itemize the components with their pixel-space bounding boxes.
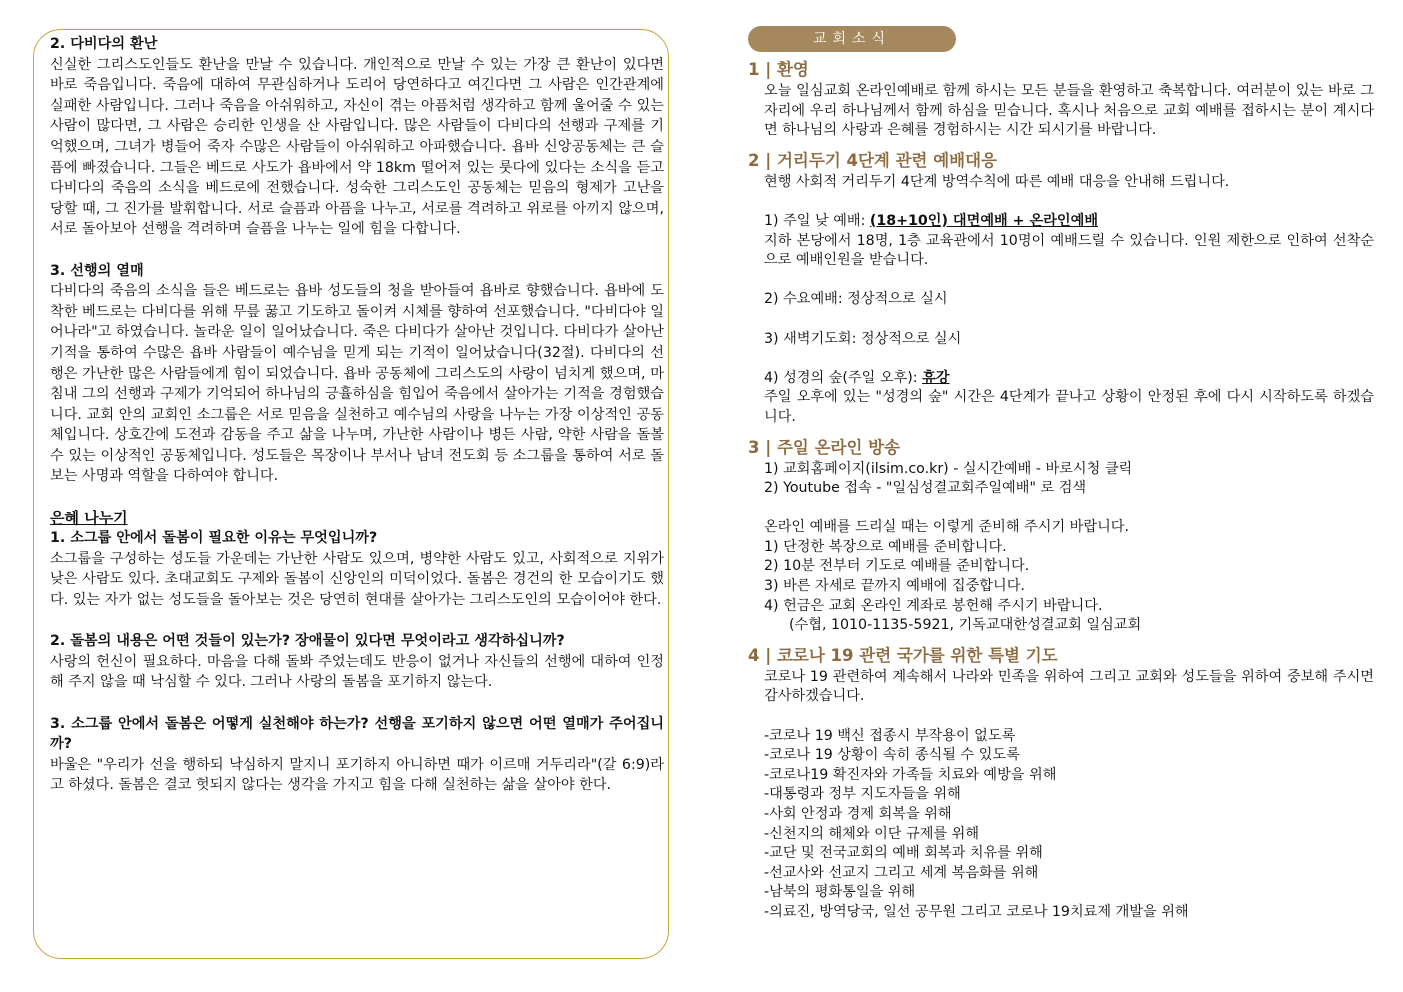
news-body: 오늘 일심교회 온라인예배로 함께 하시는 모든 분들을 환영하고 축복합니다. 여러분이 있는 바로 그 자리에 우리 하나님께서 함께 하심을 믿습니다. 혹시나 처음으로 교회 예배를 접하시는 분이 계시다면 하나님의 사랑과 은혜를 경험하시는 시간 되시기를 바랍니다. (764, 83, 1374, 139)
service-item (764, 212, 1374, 232)
news-title-prayer: 4 | 코로나 19 관련 국가를 위한 특별 기도 (748, 645, 1058, 665)
news-body: 현행 사회적 거리두기 4단계 방역수칙에 따른 예배 대응을 안내해 드립니다. (764, 173, 1230, 190)
prayer-item: -사회 안정과 경제 회복을 위해 (764, 806, 952, 822)
service-item: 3) 새벽기도회: 정상적으로 실시 (764, 330, 962, 347)
prayer-item: -신천지의 해체와 이단 규제를 위해 (764, 825, 980, 842)
sermon-column (50, 34, 664, 796)
section-body: 다비다의 죽음의 소식을 들은 베드로는 욥바 성도들의 청을 받아들여 욥바로 향했습니다. 욥바에 도착한 베드로는 다비다를 위해 무릎 꿇고 기도하고 돌이켜 시체를 향하여 선포했습니다. "다비다야 일어나라"고 하였습니다. 놀라운 일이 일어났습니다. 죽은 다비다가 살아난 것입니다. 다비다가 살아난 기적을 통하여 수많은 욥바 사람들이 예수님을 믿게 되는 기적이 일어났습니다(32절). 다비다의 선행은 가난한 많은 사람들에게 힘이 되었습니다. 욥바 공동체에 그리스도의 사랑이 넘치게 했으며, 마침내 그의 선행과 구제가 기억되어 하나님의 긍휼하심을 힘입어 죽음에서 살아가는 기적을 경험했습니다. 교회 안의 교회인 소그룹은 서로 믿음을 실천하고 예수님의 사랑을 나누는 가장 이상적인 공동체입니다. 상호간에 도전과 감동을 주고 삶을 나누며, 가난한 사람이나 병든 사람, 약한 사람을 돌볼 수 있는 이상적인 공동체입니다. 성도들은 목장이나 부서나 남녀 전도회 등 소그룹을 통하여 서로 돌보는 사명과 역할을 다하여야 합니다. (50, 283, 664, 485)
news-title-online: 3 | 주일 온라인 방송 (748, 437, 901, 457)
section-title: 2. 다비다의 환난 (50, 36, 158, 52)
news-column (748, 26, 1374, 923)
question-answer: 사랑의 헌신이 필요하다. 마음을 다해 돌봐 주었는데도 반응이 없거나 자신들의 선행에 대하여 인정해 주지 않을 때 낙심할 수 있다. 그러나 사랑의 돌봄을 포기하지 않는다. (50, 653, 664, 691)
news-body: 주일 오후에 있는 "성경의 숲" 시간은 4단계가 끝나고 상황이 안정된 후에 다시 시작하도록 하겠습니다. (764, 389, 1374, 425)
list-item: 1) 교회홈페이지(ilsim.co.kr) - 실시간예배 - 바로시청 클릭 (764, 460, 1133, 477)
question-answer: 소그룹을 구성하는 성도들 가운데는 가난한 사람도 있으며, 병약한 사람도 있고, 사회적으로 지위가 낮은 사람도 있다. 초대교회도 구제와 돌봄이 신앙인의 미덕이었다. 돌봄은 경건의 한 모습이기도 했다. 있는 자가 없는 성도들을 돌아보는 것은 당연히 현대를 살아가는 그리스도인의 모습이어야 한다. (50, 550, 664, 609)
service-value: 휴강 (922, 369, 950, 386)
news-title-welcome: 1 | 환영 (748, 60, 809, 79)
list-item: 4) 헌금은 교회 온라인 계좌로 봉헌해 주시기 바랍니다. (764, 597, 1103, 614)
prayer-item: -코로나 19 상황이 속히 종식될 수 있도록 (764, 747, 1020, 764)
question-title: 2. 돌봄의 내용은 어떤 것들이 있는가? 장애물이 있다면 무엇이라고 생각하십니까? (50, 633, 565, 650)
prayer-item: -코로나19 확진자와 가족들 치료와 예방을 위해 (764, 766, 1057, 783)
bank-account: (수협, 1010-1135-5921, 기독교대한성결교회 일심교회 (789, 617, 1142, 634)
news-title-distancing: 2 | 거리두기 4단계 관련 예배대응 (748, 150, 997, 170)
service-item (764, 369, 1374, 389)
share-title: 은혜 나누기 (50, 508, 128, 527)
service-label: 4) 성경의 숲(주일 오후): (764, 369, 923, 386)
news-body: 온라인 예배를 드리실 때는 이렇게 준비해 주시기 바랍니다. (764, 519, 1130, 536)
question-answer: 바울은 "우리가 선을 행하되 낙심하지 말지니 포기하지 아니하면 때가 이르매 거두리라"(갈 6:9)라고 하셨다. 돌봄은 결코 헛되지 않다는 생각을 가지고 힘을 다해 실천하는 삶을 살아야 한다. (50, 756, 664, 794)
list-item: 2) Youtube 접속 - "일심성결교회주일예배" 로 검색 (764, 480, 1087, 497)
news-banner: 교회소식 (748, 26, 956, 52)
list-item: 1) 단정한 복장으로 예배를 준비합니다. (764, 538, 1007, 555)
question-title: 3. 소그룹 안에서 돌봄은 어떻게 실천해야 하는가? 선행을 포기하지 않으면 어떤 열매가 주어집니까? (50, 715, 664, 753)
section-body: 신실한 그리스도인들도 환난을 만날 수 있습니다. 개인적으로 만날 수 있는 가장 큰 환난이 있다면 바로 죽음입니다. 죽음에 대하여 무관심하거나 도리어 당연하다고 여긴다면 그 사람은 인간관계에 실패한 사람입니다. 그러나 죽음을 아쉬워하고, 자신이 겪는 아픔처럼 생각하고 함께 울어줄 수 있는 사람이 많다면, 그 사람은 승리한 인생을 산 사람입니다. 많은 사람들이 다비다의 선행과 구제를 기억했으며, 그녀가 병들어 죽자 수많은 사람들이 아쉬워하고 아파했습니다. 욥바 신앙공동체는 큰 슬픔에 빠졌습니다. 그들은 베드로 사도가 욥바에서 약 18km 떨어져 있는 룻다에 있다는 소식을 듣고 다비다의 죽음의 소식을 베드로에 전했습니다. 성숙한 그리스도인 공동체는 믿음의 형제가 고난을 당할 때, 그 진가를 발휘합니다. 서로 슬픔과 아픔을 나누고, 서로를 격려하고 위로를 아끼지 않으며, 서로 돌아보아 선행을 격려하며 슬픔을 나누는 일에 힘을 다합니다. (50, 56, 664, 238)
prayer-item: -의료진, 방역당국, 일선 공무원 그리고 코로나 19치료제 개발을 위해 (764, 903, 1189, 920)
prayer-item: -코로나 19 백신 접종시 부작용이 없도록 (764, 727, 1016, 744)
list-item: 3) 바른 자세로 끝까지 예배에 집중합니다. (764, 578, 1025, 595)
section-title: 3. 선행의 열매 (50, 262, 144, 279)
prayer-item: -대통령과 정부 지도자들을 위해 (764, 786, 961, 803)
prayer-item: -남북의 평화통일을 위해 (764, 884, 916, 901)
list-item: 2) 10분 전부터 기도로 예배를 준비합니다. (764, 558, 1030, 575)
service-label: 1) 주일 낮 예배: (764, 212, 870, 229)
question-title: 1. 소그룹 안에서 돌봄이 필요한 이유는 무엇입니까? (50, 530, 378, 547)
service-item: 2) 수요예배: 정상적으로 실시 (764, 291, 948, 308)
news-body: 코로나 19 관련하여 계속해서 나라와 민족을 위하여 그리고 교회와 성도들을 위하여 중보해 주시면 감사하겠습니다. (764, 668, 1374, 705)
prayer-item: -교단 및 전국교회의 예배 회복과 치유를 위해 (764, 845, 1043, 862)
prayer-item: -선교사와 선교지 그리고 세계 복음화를 위해 (764, 864, 1039, 881)
service-value: (18+10인) 대면예배 + 온라인예배 (869, 212, 1099, 229)
news-body: 지하 본당에서 18명, 1층 교육관에서 10명이 예배드릴 수 있습니다. 인원 제한으로 인하여 선착순으로 예배인원을 받습니다. (764, 232, 1374, 269)
